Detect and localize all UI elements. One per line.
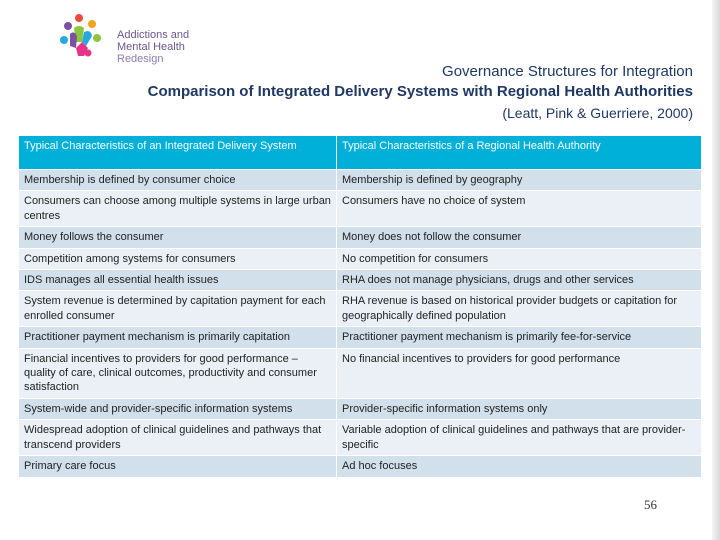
table-row (19, 227, 702, 248)
ids-characteristic-cell: IDS manages all essential health issues (19, 270, 337, 291)
logo-line-1: Addictions and (117, 29, 190, 41)
rha-characteristic-cell: Money does not follow the consumer (337, 227, 702, 248)
rha-characteristic-cell: No financial incentives to providers for good performance (337, 348, 702, 398)
ids-characteristic-cell: Membership is defined by consumer choice (19, 170, 337, 191)
comparison-table (18, 135, 702, 478)
ids-characteristic-cell: Primary care focus (19, 456, 337, 477)
logo (30, 12, 208, 66)
rha-characteristic-cell: No competition for consumers (337, 248, 702, 269)
citation: (Leatt, Pink & Guerriere, 2000) (502, 105, 693, 121)
logo-line-3: Redesign (117, 53, 164, 65)
ids-characteristic-cell: System-wide and provider-specific information systems (19, 398, 337, 419)
table-row (19, 456, 702, 477)
logo-text (117, 29, 209, 65)
rha-characteristic-cell: Consumers have no choice of system (337, 191, 702, 227)
ids-characteristic-cell: Competition among systems for consumers (19, 248, 337, 269)
table-row (19, 420, 702, 456)
rha-characteristic-cell: Provider-specific information systems only (337, 398, 702, 419)
ids-characteristic-cell: Widespread adoption of clinical guidelines and pathways that transcend providers (19, 420, 337, 456)
column-header-ids: Typical Characteristics of an Integrated Delivery System (19, 136, 337, 170)
column-header-rha: Typical Characteristics of a Regional Health Authority (337, 136, 702, 170)
table-row (19, 170, 702, 191)
ids-characteristic-cell: Money follows the consumer (19, 227, 337, 248)
table-row (19, 327, 702, 348)
table-header-row (19, 136, 702, 170)
ids-characteristic-cell: Financial incentives to providers for good performance – quality of care, clinical outcomes, productivity and consumer satisfaction (19, 348, 337, 398)
rha-characteristic-cell: Practitioner payment mechanism is primarily fee-for-service (337, 327, 702, 348)
slide-title: Governance Structures for Integration (442, 63, 693, 80)
ids-characteristic-cell: System revenue is determined by capitation payment for each enrolled consumer (19, 291, 337, 327)
table-row (19, 248, 702, 269)
rha-characteristic-cell: Membership is defined by geography (337, 170, 702, 191)
ids-characteristic-cell: Practitioner payment mechanism is primarily capitation (19, 327, 337, 348)
rha-characteristic-cell: Ad hoc focuses (337, 456, 702, 477)
table-row (19, 270, 702, 291)
table-row (19, 191, 702, 227)
rha-characteristic-cell: Variable adoption of clinical guidelines and pathways that are provider-specific (337, 420, 702, 456)
slide-subtitle: Comparison of Integrated Delivery Systems with Regional Health Authorities (147, 83, 693, 100)
table-body (19, 170, 702, 478)
table-row (19, 291, 702, 327)
slide-edge-shadow (712, 0, 720, 540)
logo-people-icon (54, 12, 110, 66)
table-row (19, 398, 702, 419)
logo-line-2: Mental Health (117, 41, 185, 53)
page-number: 56 (644, 497, 657, 512)
ids-characteristic-cell: Consumers can choose among multiple systems in large urban centres (19, 191, 337, 227)
rha-characteristic-cell: RHA does not manage physicians, drugs and other services (337, 270, 702, 291)
table-row (19, 348, 702, 398)
rha-characteristic-cell: RHA revenue is based on historical provider budgets or capitation for geographically defined population (337, 291, 702, 327)
